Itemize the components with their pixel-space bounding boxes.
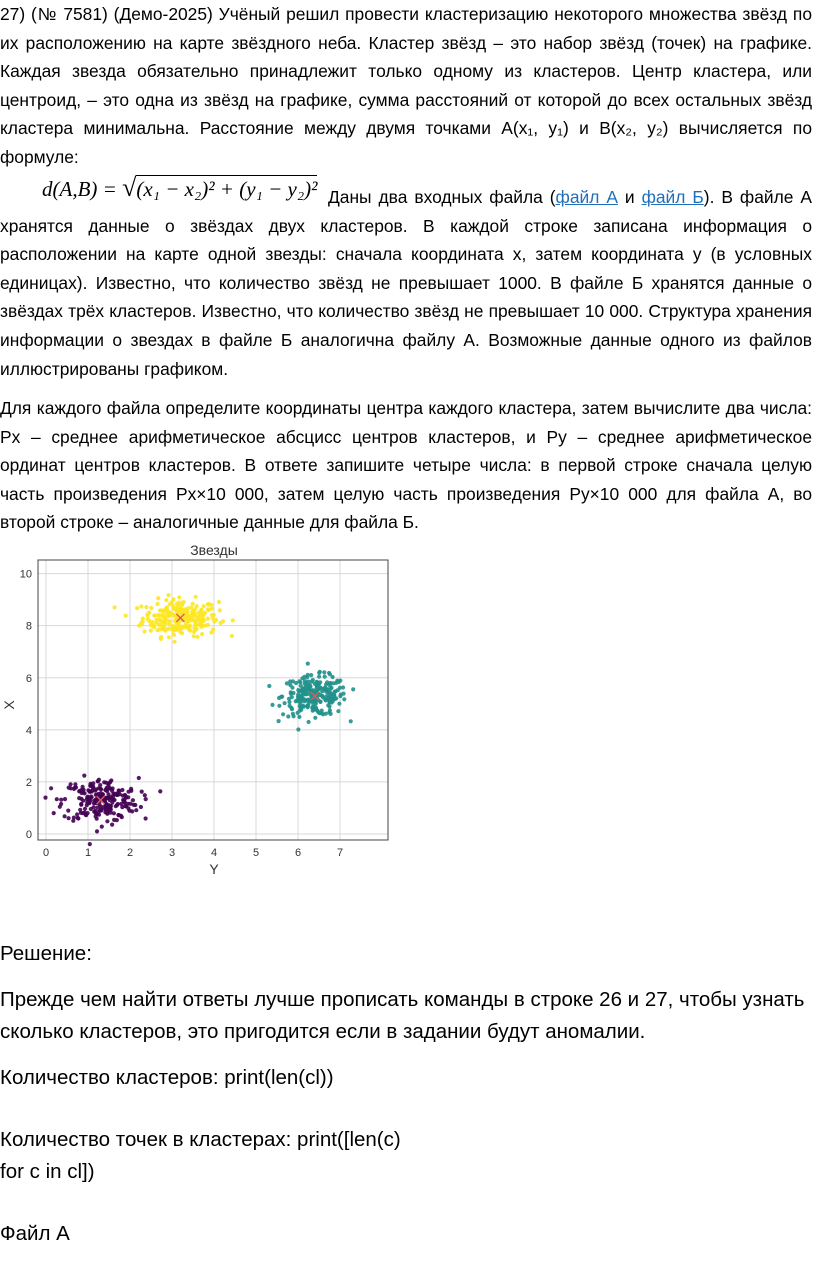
star-point [75, 812, 79, 816]
star-point [88, 798, 92, 802]
star-point [313, 700, 317, 704]
star-point [164, 598, 168, 602]
star-point [318, 700, 322, 704]
star-point [188, 624, 192, 628]
star-point [325, 680, 329, 684]
star-point [351, 687, 355, 691]
task-question: Для каждого файла определите координаты центра каждого кластера, затем вычислите два числа: Px – среднее арифметическое абсцисс центров кластеров, и Py – среднее арифметическое ординат центров кластеров. В ответе запишите четыре числа: в первой строке сначала целую часть произведения Px×10 000, затем целую часть произведения Py×10 000 для файла А, во второй строке – аналогичные данные для файла Б. [0, 398, 812, 533]
star-point [144, 816, 148, 820]
star-point [150, 620, 154, 624]
star-point [73, 782, 77, 786]
star-point [318, 680, 322, 684]
star-point [281, 712, 285, 716]
star-point [172, 633, 176, 637]
task-files [0, 183, 812, 383]
star-point [156, 602, 160, 606]
star-point [97, 786, 101, 790]
star-point [288, 683, 292, 687]
star-point [94, 811, 98, 815]
y-tick-label: 6 [25, 672, 32, 685]
x-tick-label: 0 [42, 847, 50, 859]
star-point [97, 778, 101, 782]
solution-heading: Решение: [0, 942, 92, 965]
star-point [306, 705, 310, 709]
star-point [146, 612, 150, 616]
star-point [349, 719, 353, 723]
star-point [186, 619, 190, 623]
count-clusters-command: Количество кластеров: print(len(cl)) [0, 1066, 334, 1089]
star-point [327, 705, 331, 709]
star-point [49, 786, 53, 790]
star-point [143, 793, 147, 797]
star-point [341, 692, 345, 696]
star-point [182, 600, 186, 604]
star-point [333, 697, 337, 701]
star-point [103, 788, 107, 792]
files-text-pre: Даны два входных файла ( [328, 187, 556, 207]
star-point [76, 816, 80, 820]
star-point [106, 810, 110, 814]
star-point [167, 635, 171, 639]
files-text-post: ). В файле А хранятся данные о звёздах двух кластеров. В каждой строке записана информация о расположении на карте одной звезды: сначала координата x, затем координата y (в условных единицах). Известно, что количество звёзд не превышает 1000. В файле Б хранятся данные о звёздах трёх кластеров. Известно, что количество звёзд не превышает 10 000. Структура хранения информации о звездах в файле Б аналогична файлу А. Возможные данные одного из файлов иллюстрированы графиком. [0, 187, 812, 379]
star-point [194, 627, 198, 631]
star-point [193, 607, 197, 611]
star-point [209, 630, 213, 634]
star-point [200, 632, 204, 636]
files-text-and: и [617, 187, 642, 207]
star-point [95, 829, 99, 833]
star-point [112, 818, 116, 822]
star-point [175, 602, 179, 606]
star-point [189, 606, 193, 610]
star-point [135, 606, 139, 610]
star-point [174, 608, 178, 612]
star-point [296, 711, 300, 715]
y-axis-label: X [1, 700, 17, 710]
star-point [206, 607, 210, 611]
star-point [212, 620, 216, 624]
star-point [126, 802, 130, 806]
star-point [307, 720, 311, 724]
star-point [210, 613, 214, 617]
task-intro: 27) (№ 7581) (Демо-2025) Учёный решил провести кластеризацию некоторого множества звёзд по их расположению на карте звёздного неба. Кластер звёзд – это набор звёзд (точек) на графике. Каждая звезда обязательно принадлежит только одному из кластеров. Центр кластера, или центроид, – это одна из звёзд на графике, сумма расстояний от которой до всех остальных звёзд кластера минимальна. Расстояние между двумя точками A(x₁, y₁) и B(x₂, y₂) вычисляется по формуле: [0, 4, 812, 167]
star-point [188, 628, 192, 632]
star-point [336, 709, 340, 713]
star-point [98, 793, 102, 797]
star-point [180, 631, 184, 635]
star-point [307, 687, 311, 691]
star-point [100, 825, 104, 829]
star-point [191, 602, 195, 606]
star-point [323, 675, 327, 679]
x-tick-label: 2 [126, 847, 134, 859]
star-point [140, 790, 144, 794]
star-point [92, 805, 96, 809]
star-point [277, 719, 281, 723]
star-point [231, 618, 235, 622]
star-point [82, 774, 86, 778]
star-point [267, 684, 271, 688]
x-axis-label: Y [209, 861, 219, 877]
star-point [311, 678, 315, 682]
star-point [313, 716, 317, 720]
stars-scatter-chart [1, 540, 396, 880]
star-point [287, 700, 291, 704]
star-point [127, 809, 131, 813]
star-point [206, 617, 210, 621]
star-point [52, 811, 56, 815]
star-point [159, 637, 163, 641]
star-point [174, 624, 178, 628]
star-point [221, 619, 225, 623]
star-point [306, 673, 310, 677]
star-point [322, 670, 326, 674]
star-point [192, 634, 196, 638]
star-point [194, 614, 198, 618]
star-point [106, 783, 110, 787]
star-point [199, 618, 203, 622]
star-point [89, 794, 93, 798]
star-point [173, 640, 177, 644]
star-point [318, 670, 322, 674]
star-point [336, 688, 340, 692]
star-point [79, 803, 83, 807]
star-point [83, 807, 87, 811]
star-point [122, 799, 126, 803]
star-point [71, 819, 75, 823]
x-tick-label: 1 [84, 847, 92, 859]
star-point [296, 727, 300, 731]
star-point [315, 708, 319, 712]
star-point [171, 629, 175, 633]
star-point [167, 619, 171, 623]
star-point [131, 798, 135, 802]
star-point [81, 790, 85, 794]
star-point [43, 796, 47, 800]
star-point [286, 714, 290, 718]
star-point [187, 615, 191, 619]
y-tick-label: 2 [25, 776, 32, 789]
star-point [320, 689, 324, 693]
star-point [328, 687, 332, 691]
star-point [270, 703, 274, 707]
star-point [129, 787, 133, 791]
star-point [137, 776, 141, 780]
x-tick-label: 4 [210, 847, 218, 859]
star-point [139, 604, 143, 608]
star-point [166, 593, 170, 597]
star-point [291, 679, 295, 683]
star-point [153, 614, 157, 618]
star-point [165, 605, 169, 609]
star-point [230, 634, 234, 638]
star-point [202, 604, 206, 608]
file-a-heading: Файл А [0, 1222, 70, 1245]
star-point [158, 789, 162, 793]
star-point [331, 675, 335, 679]
star-point [88, 784, 92, 788]
file-a-link[interactable]: файл А [555, 187, 618, 207]
star-point [180, 607, 184, 611]
star-point [292, 714, 296, 718]
star-point [342, 697, 346, 701]
star-point [302, 705, 306, 709]
file-b-link[interactable]: файл Б [641, 187, 704, 207]
star-point [177, 595, 181, 599]
star-point [192, 619, 196, 623]
chart-title: Звезды [190, 542, 238, 558]
star-point [166, 614, 170, 618]
star-point [288, 704, 292, 708]
y-tick-label: 10 [19, 568, 32, 581]
star-point [84, 813, 88, 817]
star-point [72, 787, 76, 791]
star-point [329, 712, 333, 716]
star-point [170, 600, 174, 604]
star-point [113, 605, 117, 609]
star-point [193, 623, 197, 627]
star-point [118, 792, 122, 796]
star-point [77, 796, 81, 800]
star-point [217, 600, 221, 604]
star-point [206, 602, 210, 606]
star-point [144, 797, 148, 801]
chart-svg [1, 540, 396, 880]
star-point [334, 681, 338, 685]
star-point [210, 607, 214, 611]
star-point [63, 797, 67, 801]
star-point [306, 662, 310, 666]
star-point [110, 823, 114, 827]
star-point [162, 616, 166, 620]
star-point [146, 617, 150, 621]
star-point [303, 698, 307, 702]
star-point [199, 610, 203, 614]
star-point [297, 715, 301, 719]
star-point [88, 842, 92, 846]
x-tick-label: 3 [168, 847, 176, 859]
star-point [200, 624, 204, 628]
sqrt-sign: √ [122, 173, 137, 202]
star-point [154, 621, 158, 625]
y-tick-label: 4 [25, 724, 32, 737]
star-point [283, 701, 287, 705]
formula-body: (x₁ − x₂)² + (y₁ − y₂)² [136, 177, 318, 201]
star-point [184, 625, 188, 629]
star-point [110, 797, 114, 801]
x-tick-label: 6 [294, 847, 302, 859]
star-point [105, 819, 109, 823]
y-tick-label: 0 [25, 829, 32, 841]
star-point [156, 596, 160, 600]
star-point [159, 608, 163, 612]
star-point [63, 814, 67, 818]
star-point [325, 694, 329, 698]
star-point [66, 809, 70, 813]
star-point [317, 675, 321, 679]
star-point [67, 816, 71, 820]
star-point [124, 614, 128, 618]
star-point [303, 679, 307, 683]
star-point [302, 692, 306, 696]
x-tick-label: 7 [336, 847, 344, 859]
star-point [277, 704, 281, 708]
star-point [142, 629, 146, 633]
star-point [78, 808, 82, 812]
star-point [297, 679, 301, 683]
y-tick-label: 8 [25, 620, 32, 633]
star-point [102, 780, 106, 784]
star-point [190, 611, 194, 615]
star-point [149, 606, 153, 610]
star-point [291, 691, 295, 695]
star-point [290, 707, 294, 711]
x-tick-label: 5 [252, 847, 260, 859]
star-point [277, 696, 281, 700]
star-point [58, 805, 62, 809]
star-point [149, 629, 153, 633]
star-point [109, 778, 113, 782]
star-point [160, 620, 164, 624]
star-point [320, 711, 324, 715]
star-point [117, 813, 121, 817]
star-point [295, 698, 299, 702]
star-point [310, 706, 314, 710]
star-point [90, 789, 94, 793]
star-point [301, 687, 305, 691]
solution-advice: Прежде чем найти ответы лучше прописать команды в строке 26 и 27, чтобы узнать сколько кластеров, это пригодится если в задании будут аномалии. [0, 988, 805, 1043]
star-point [157, 627, 161, 631]
star-point [94, 797, 98, 801]
star-point [144, 605, 148, 609]
star-point [55, 797, 59, 801]
count-points-command-line2: for c in cl]) [0, 1160, 95, 1183]
star-point [162, 624, 166, 628]
count-points-command-line1: Количество точек в кластерах: print([len(c) [0, 1128, 401, 1151]
star-point [194, 595, 198, 599]
star-point [337, 702, 341, 706]
star-point [195, 635, 199, 639]
star-point [133, 803, 137, 807]
star-point [179, 625, 183, 629]
star-point [114, 804, 118, 808]
star-point [141, 619, 145, 623]
star-point [77, 789, 81, 793]
star-point [313, 690, 317, 694]
star-point [218, 608, 222, 612]
star-point [134, 808, 138, 812]
star-point [59, 798, 63, 802]
formula-lhs: d(A,B) = [42, 177, 123, 201]
star-point [139, 805, 143, 809]
star-point [99, 808, 103, 812]
